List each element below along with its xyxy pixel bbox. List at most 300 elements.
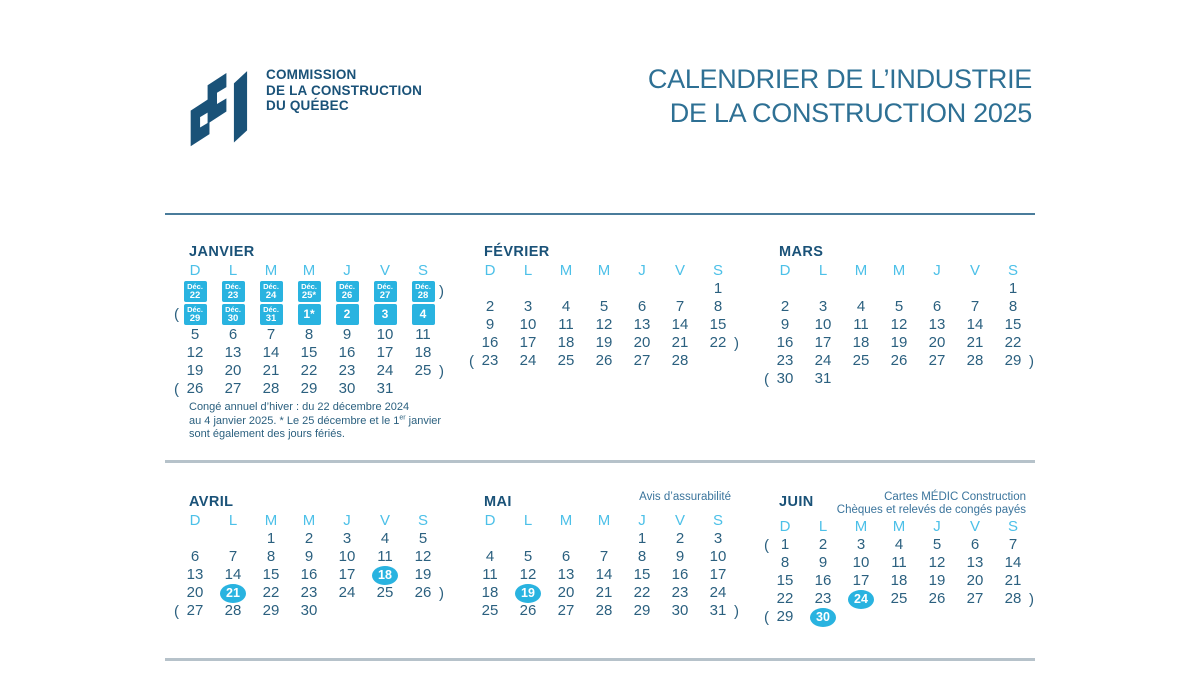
day-cell: 8 <box>637 548 647 565</box>
day-cell <box>918 280 956 298</box>
day-cell: 2 <box>485 298 495 315</box>
day-cell: 6 <box>190 548 200 565</box>
holiday-square-month: Déc. <box>263 304 279 314</box>
day-cell: 15 <box>262 566 280 583</box>
weekday-letter: L <box>818 518 828 535</box>
weekday-letter: M <box>892 262 906 279</box>
day-cell <box>994 608 1032 626</box>
weekday-letter: S <box>1007 262 1018 279</box>
day-cell: 3 <box>856 536 866 553</box>
month-janvier <box>176 240 442 442</box>
day-cell <box>404 280 442 303</box>
month-titlebar <box>176 490 442 512</box>
january-footnote <box>176 401 442 442</box>
weekday-letter: M <box>597 512 611 529</box>
day-cell: 14 <box>1004 554 1022 571</box>
month-note <box>639 491 731 504</box>
holiday-circle: 24 <box>848 590 874 609</box>
period-close-paren: ) <box>1029 352 1034 370</box>
week-row <box>766 370 1032 388</box>
footnote-line: au 4 janvier 2025. * Le 25 décembre et le 1er janvier <box>189 413 442 427</box>
weekday-letter: L <box>523 262 533 279</box>
day-cell: 26 <box>519 602 537 619</box>
day-cell <box>547 530 585 548</box>
ccq-logo-wordmark <box>266 67 422 114</box>
day-cell: 29 <box>1004 352 1022 369</box>
month-titlebar <box>471 240 737 262</box>
day-cell: 7 <box>1008 536 1018 553</box>
day-cell <box>176 280 214 303</box>
month-mars <box>766 240 1032 388</box>
holiday-square-month: Déc. <box>225 304 241 314</box>
day-cell: 9 <box>675 548 685 565</box>
month-mai <box>471 490 737 620</box>
month-title: JANVIER <box>189 244 255 260</box>
day-cell: 2 <box>818 536 828 553</box>
day-cell <box>880 608 918 626</box>
day-cell: 15 <box>1004 316 1022 333</box>
day-cell: 28 <box>224 602 242 619</box>
day-cell: 12 <box>186 344 204 361</box>
day-cell: 25 <box>376 584 394 601</box>
day-cell: 3 <box>342 530 352 547</box>
day-cell: 19 <box>890 334 908 351</box>
day-cell: 1 <box>266 530 276 547</box>
weekday-letter: S <box>417 262 428 279</box>
holiday-square-day: 27 <box>379 289 391 301</box>
day-cell: 25 <box>481 602 499 619</box>
holiday-square <box>374 281 397 302</box>
day-cell: 23 <box>671 584 689 601</box>
day-cell <box>366 280 404 303</box>
day-cell: 21 <box>262 362 280 379</box>
day-cell <box>842 590 880 608</box>
day-cell: 24 <box>338 584 356 601</box>
day-cell: 15 <box>709 316 727 333</box>
weekday-letter: D <box>189 262 201 279</box>
day-cell <box>404 380 442 398</box>
day-cell: 9 <box>780 316 790 333</box>
week-row <box>176 584 442 602</box>
day-cell <box>509 280 547 298</box>
day-cell: 5 <box>894 298 904 315</box>
holiday-square-day: 22 <box>189 289 201 301</box>
month-note <box>837 491 1026 517</box>
day-cell: 15 <box>633 566 651 583</box>
day-cell: 11 <box>558 316 574 333</box>
day-cell: 6 <box>970 536 980 553</box>
month-note-line: Cartes MÉDIC Construction <box>884 491 1026 503</box>
day-cell: 2 <box>304 530 314 547</box>
week-row <box>766 572 1032 590</box>
day-cell <box>918 370 956 388</box>
day-cell <box>404 303 442 326</box>
day-cell: 14 <box>224 566 242 583</box>
day-cell: 2 <box>675 530 685 547</box>
day-cell: 4 <box>380 530 390 547</box>
day-cell: 14 <box>262 344 280 361</box>
week-row <box>471 316 737 334</box>
day-cell: 10 <box>852 554 870 571</box>
weekday-letter: D <box>779 262 791 279</box>
weekday-letter: M <box>559 512 573 529</box>
day-cell: 25 <box>852 352 870 369</box>
day-cell <box>328 280 366 303</box>
week-row <box>471 548 737 566</box>
holiday-square: 4 <box>412 304 435 325</box>
day-cell: 30 <box>671 602 689 619</box>
day-cell: 23 <box>776 352 794 369</box>
holiday-square <box>336 281 359 302</box>
weekday-letter: V <box>379 512 390 529</box>
day-cell: 10 <box>709 548 727 565</box>
day-cell: 9 <box>342 326 352 343</box>
holiday-square-month: Déc. <box>263 281 279 291</box>
period-close-paren: ) <box>1029 590 1034 608</box>
day-cell: 22 <box>1004 334 1022 351</box>
day-cell: 10 <box>376 326 394 343</box>
day-cell: 29 <box>776 608 794 625</box>
day-cell: 16 <box>300 566 318 583</box>
weekday-letter: M <box>559 262 573 279</box>
month-title: FÉVRIER <box>484 244 550 260</box>
day-cell: 31 <box>814 370 832 387</box>
holiday-square-day: 28 <box>417 289 429 301</box>
weekday-letter: V <box>969 262 980 279</box>
day-cell <box>328 303 366 326</box>
day-cell: 16 <box>671 566 689 583</box>
week-row <box>176 326 442 344</box>
week-row <box>471 566 737 584</box>
day-cell: 5 <box>599 298 609 315</box>
day-cell: 6 <box>637 298 647 315</box>
day-cell: 22 <box>300 362 318 379</box>
weekday-header-row <box>176 512 442 530</box>
day-cell: 25 <box>557 352 575 369</box>
day-cell: 7 <box>675 298 685 315</box>
divider-middle <box>165 460 1035 463</box>
weekday-header-row <box>176 262 442 280</box>
day-cell: 27 <box>557 602 575 619</box>
day-cell <box>509 530 547 548</box>
weekday-letter: J <box>343 512 351 529</box>
day-cell <box>252 280 290 303</box>
day-cell: 14 <box>671 316 689 333</box>
day-cell: 31 <box>376 380 394 397</box>
day-cell <box>176 530 214 548</box>
divider-bottom <box>165 658 1035 661</box>
day-cell: 20 <box>633 334 651 351</box>
day-cell: 27 <box>928 352 946 369</box>
holiday-square-day: 26 <box>341 289 353 301</box>
period-open-paren: ( <box>469 352 474 370</box>
week-row <box>766 554 1032 572</box>
footnote-line: sont également des jours fériés. <box>189 428 345 440</box>
day-cell: 3 <box>713 530 723 547</box>
day-cell: 17 <box>338 566 356 583</box>
week-row <box>766 608 1032 626</box>
holiday-square: 3 <box>374 304 397 325</box>
day-cell: 12 <box>595 316 613 333</box>
month-titlebar <box>766 240 1032 262</box>
day-cell: 20 <box>224 362 242 379</box>
day-cell <box>366 602 404 620</box>
day-cell: 7 <box>599 548 609 565</box>
period-open-paren: ( <box>174 306 179 323</box>
week-row <box>471 298 737 316</box>
month-titlebar <box>176 240 442 262</box>
weekday-letter: M <box>264 512 278 529</box>
day-cell: 17 <box>814 334 832 351</box>
day-cell: 21 <box>966 334 984 351</box>
period-open-paren: ( <box>174 380 179 398</box>
day-cell: 6 <box>561 548 571 565</box>
day-cell: 5 <box>418 530 428 547</box>
day-cell: 12 <box>928 554 946 571</box>
day-cell: 20 <box>966 572 984 589</box>
day-cell: 4 <box>894 536 904 553</box>
day-cell: 26 <box>890 352 908 369</box>
day-cell: 19 <box>186 362 204 379</box>
weekday-letter: D <box>484 262 496 279</box>
week-row <box>176 344 442 362</box>
day-cell: 19 <box>595 334 613 351</box>
weekday-letter: V <box>674 512 685 529</box>
day-cell: 16 <box>338 344 356 361</box>
day-cell: 4 <box>856 298 866 315</box>
day-cell: 30 <box>776 370 794 387</box>
weekday-letter: J <box>933 262 941 279</box>
holiday-circle: 21 <box>220 584 246 603</box>
period-close-paren: ) <box>734 602 739 620</box>
day-cell: 8 <box>780 554 790 571</box>
week-row <box>766 590 1032 608</box>
day-cell <box>880 280 918 298</box>
day-cell: 11 <box>853 316 869 333</box>
day-cell: 21 <box>595 584 613 601</box>
month-title: JUIN <box>779 494 814 510</box>
day-cell: 17 <box>519 334 537 351</box>
holiday-square <box>260 281 283 302</box>
day-cell: 4 <box>561 298 571 315</box>
weekday-letter: M <box>264 262 278 279</box>
day-cell <box>804 280 842 298</box>
month-note-line: Avis d’assurabilité <box>639 491 731 503</box>
day-cell: 8 <box>304 326 314 343</box>
month-note-line: Chèques et relevés de congés payés <box>836 504 1026 516</box>
day-cell: 12 <box>519 566 537 583</box>
day-cell <box>994 370 1032 388</box>
holiday-square <box>412 281 435 302</box>
weekday-header-row <box>766 518 1032 536</box>
day-cell: 22 <box>776 590 794 607</box>
day-cell: 29 <box>300 380 318 397</box>
day-cell <box>956 280 994 298</box>
page-title-line: CALENDRIER DE L’INDUSTRIE <box>647 64 1032 94</box>
day-cell <box>214 280 252 303</box>
day-cell: 10 <box>519 316 537 333</box>
day-cell: 21 <box>671 334 689 351</box>
holiday-square-day: 29 <box>189 312 201 324</box>
day-cell <box>842 370 880 388</box>
day-cell: 19 <box>414 566 432 583</box>
day-cell <box>509 584 547 602</box>
day-cell <box>214 303 252 326</box>
day-cell: 6 <box>932 298 942 315</box>
day-cell: 17 <box>852 572 870 589</box>
day-cell: 22 <box>709 334 727 351</box>
day-cell: 12 <box>414 548 432 565</box>
day-cell: 30 <box>338 380 356 397</box>
week-row <box>471 584 737 602</box>
day-cell: 16 <box>814 572 832 589</box>
week-row <box>176 303 442 326</box>
week-row <box>176 548 442 566</box>
day-cell <box>880 370 918 388</box>
day-cell <box>290 303 328 326</box>
day-cell: 1 <box>637 530 647 547</box>
weekday-letter: M <box>854 262 868 279</box>
weekday-letter: J <box>638 512 646 529</box>
period-close-paren: ) <box>439 362 444 380</box>
day-cell: 28 <box>1004 590 1022 607</box>
day-cell: 24 <box>519 352 537 369</box>
day-cell: 25 <box>890 590 908 607</box>
period-close-paren: ) <box>439 584 444 602</box>
day-cell: 31 <box>709 602 727 619</box>
weekday-letter: D <box>189 512 201 529</box>
holiday-circle: 30 <box>810 608 836 627</box>
page-title-line: DE LA CONSTRUCTION 2025 <box>669 98 1032 128</box>
day-cell: 8 <box>266 548 276 565</box>
day-cell <box>547 280 585 298</box>
day-cell: 25 <box>414 362 432 379</box>
weekday-letter: L <box>228 512 238 529</box>
day-cell: 20 <box>186 584 204 601</box>
day-cell <box>252 303 290 326</box>
holiday-square-day: 24 <box>265 289 277 301</box>
month-juin <box>766 490 1032 626</box>
day-cell <box>918 608 956 626</box>
day-cell: 7 <box>228 548 238 565</box>
day-cell: 3 <box>818 298 828 315</box>
day-cell: 28 <box>966 352 984 369</box>
day-cell <box>804 608 842 626</box>
day-cell: 19 <box>928 572 946 589</box>
holiday-square-day: 30 <box>227 312 239 324</box>
day-cell: 11 <box>377 548 393 565</box>
ordinal-superscript: er <box>399 413 406 421</box>
weekday-letter: V <box>674 262 685 279</box>
day-cell: 28 <box>595 602 613 619</box>
week-row <box>471 530 737 548</box>
day-cell: 14 <box>966 316 984 333</box>
week-row <box>471 334 737 352</box>
period-open-paren: ( <box>764 370 769 388</box>
weekday-letter: J <box>343 262 351 279</box>
period-open-paren: ( <box>764 608 769 626</box>
day-cell: 23 <box>814 590 832 607</box>
day-cell: 22 <box>262 584 280 601</box>
day-cell: 13 <box>928 316 946 333</box>
day-cell: 15 <box>776 572 794 589</box>
holiday-square-month: Déc. <box>415 281 431 291</box>
weekday-letter: V <box>969 518 980 535</box>
day-cell <box>766 280 804 298</box>
holiday-circle: 18 <box>372 566 398 585</box>
day-cell: 20 <box>928 334 946 351</box>
holiday-square-month: Déc. <box>301 281 317 291</box>
weekday-letter: M <box>302 262 316 279</box>
day-cell: 24 <box>376 362 394 379</box>
weekday-letter: S <box>1007 518 1018 535</box>
day-cell: 5 <box>523 548 533 565</box>
holiday-square-day: 31 <box>265 312 277 324</box>
week-row <box>766 280 1032 298</box>
day-cell: 24 <box>709 584 727 601</box>
day-cell <box>366 303 404 326</box>
holiday-circle: 19 <box>515 584 541 603</box>
day-cell: 17 <box>376 344 394 361</box>
week-row <box>176 362 442 380</box>
day-cell <box>661 280 699 298</box>
week-row <box>471 602 737 620</box>
weekday-letter: M <box>597 262 611 279</box>
logo-line: COMMISSION <box>266 67 357 82</box>
weekday-letter: M <box>302 512 316 529</box>
month-avril <box>176 490 442 620</box>
day-cell <box>699 352 737 370</box>
day-cell: 28 <box>262 380 280 397</box>
day-cell <box>328 602 366 620</box>
month-titlebar <box>471 490 737 512</box>
day-cell: 8 <box>1008 298 1018 315</box>
day-cell: 17 <box>709 566 727 583</box>
day-cell <box>585 280 623 298</box>
day-cell: 16 <box>776 334 794 351</box>
day-cell <box>842 608 880 626</box>
weekday-letter: J <box>638 262 646 279</box>
logo-line: DU QUÉBEC <box>266 98 349 113</box>
day-cell: 8 <box>713 298 723 315</box>
day-cell: 1 <box>713 280 723 297</box>
logo-line: DE LA CONSTRUCTION <box>266 82 423 98</box>
weekday-header-row <box>471 262 737 280</box>
week-row <box>176 530 442 548</box>
holiday-square <box>184 304 207 325</box>
day-cell: 26 <box>186 380 204 397</box>
day-cell: 1 <box>1008 280 1018 297</box>
day-cell: 18 <box>557 334 575 351</box>
weekday-letter: S <box>417 512 428 529</box>
day-cell: 23 <box>481 352 499 369</box>
weekday-letter: J <box>933 518 941 535</box>
holiday-square-month: Déc. <box>225 281 241 291</box>
day-cell: 27 <box>966 590 984 607</box>
month-title: MARS <box>779 244 824 260</box>
day-cell: 27 <box>633 352 651 369</box>
weekday-letter: D <box>484 512 496 529</box>
day-cell <box>471 530 509 548</box>
holiday-square-month: Déc. <box>187 304 203 314</box>
day-cell: 9 <box>304 548 314 565</box>
day-cell: 18 <box>481 584 499 601</box>
day-cell: 23 <box>338 362 356 379</box>
day-cell <box>214 530 252 548</box>
day-cell: 14 <box>595 566 613 583</box>
period-open-paren: ( <box>764 536 769 554</box>
holiday-square <box>298 281 321 302</box>
